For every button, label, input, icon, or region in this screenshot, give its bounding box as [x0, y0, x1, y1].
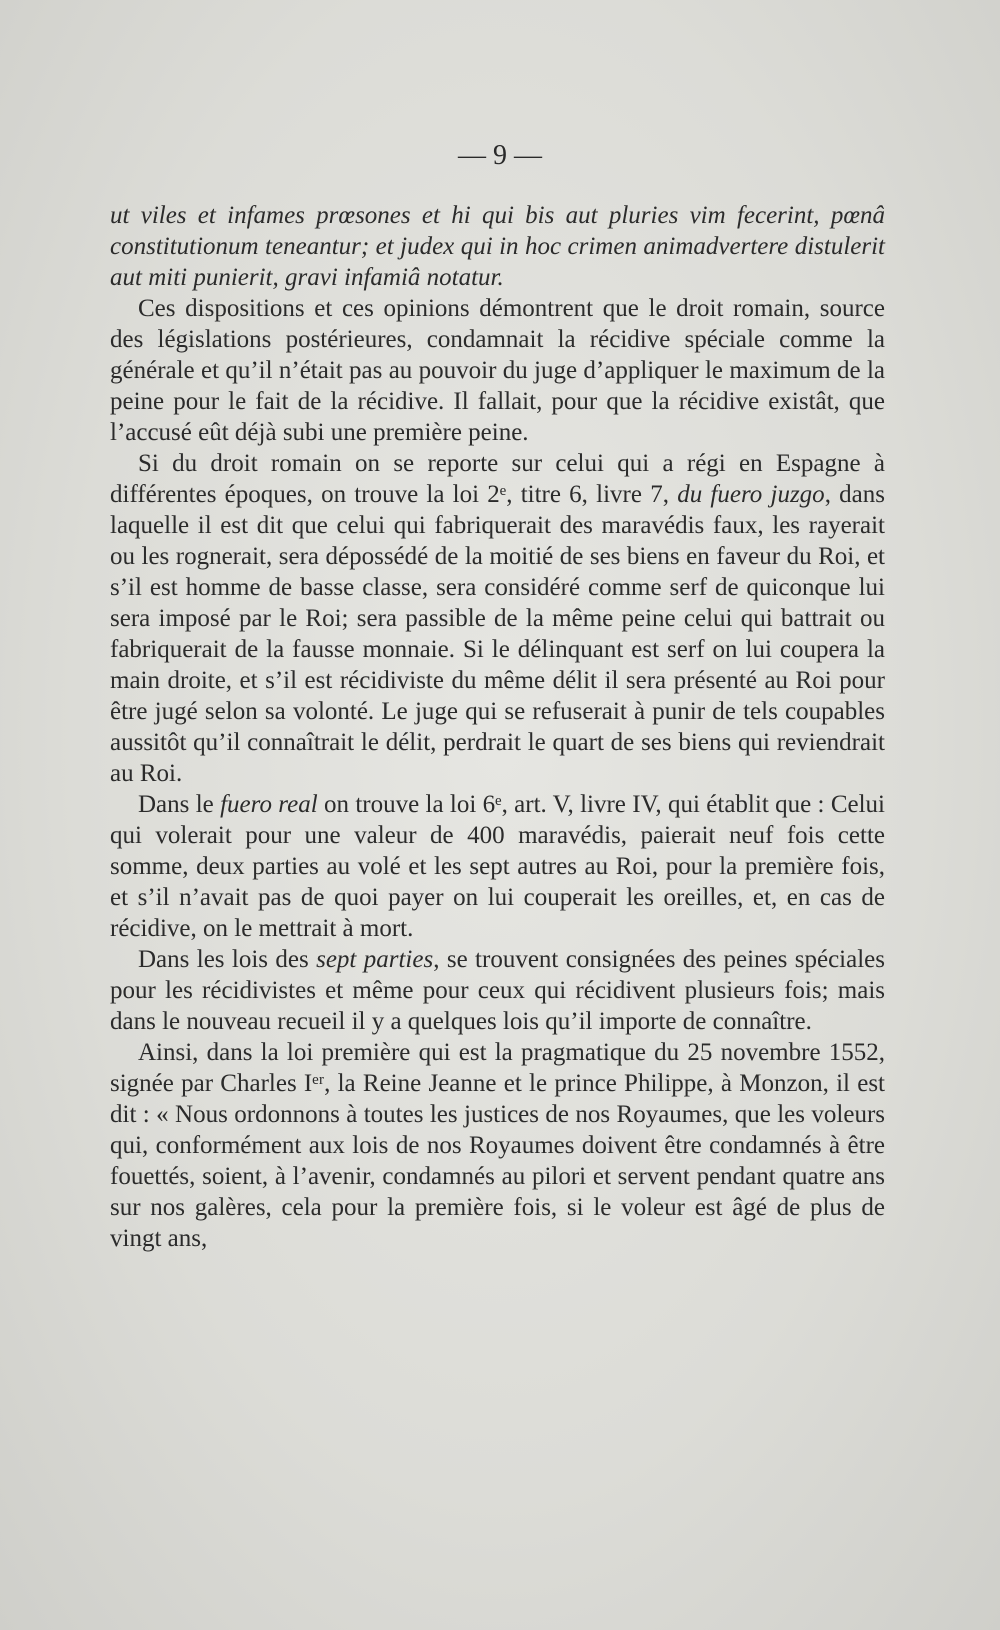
text-run: , dans laquelle il est dit que celui qui fabriquerait des maravédis faux, les rayerait ou les rognerait, sera dépossédé de la moitié de ses biens en faveur du Roi, et s’il est homme de basse classe, sera considéré comme serf de quiconque lui sera imposé par le Roi; sera passible de la même peine celui qui battrait ou fabriquerait de la fausse monnaie. Si le délinquant est serf on lui coupera la main droite, et s’il est récidiviste du même délit il sera présenté au Roi pour être jugé selon sa volonté. Le juge qui se refuserait à punir de tels coupables aussitôt qu’il connaîtrait le délit, perdrait le quart de ses biens qui reviendrait au Roi. [110, 481, 885, 787]
text-run-italic: du fuero juzgo [677, 481, 825, 508]
text-run: Dans le [138, 791, 221, 818]
paragraph [110, 200, 885, 293]
body-text [110, 200, 885, 1254]
text-run: on trouve la loi 6ᵉ, art. V, livre IV, qui établit que : Celui qui volerait pour une valeur de 400 maravédis, paierait neuf fois cette somme, deux parties au volé et les sept autres au Roi, pour la première fois, et s’il n’avait pas de quoi payer on lui couperait les oreilles, et, en cas de récidive, on le mettrait à mort. [110, 791, 885, 942]
text-run-italic: sept parties [316, 946, 434, 973]
paragraph [110, 1037, 885, 1254]
text-run: Dans les lois des [138, 946, 317, 973]
text-run: , se trouvent consignées des peines spéciales pour les récidivistes et même pour ceux qui récidivent plusieurs fois; mais dans le nouveau recueil il y a quelques lois qu’il importe de connaître. [110, 946, 885, 1035]
text-run-italic: fuero real [220, 791, 318, 818]
text-run: Ces dispositions et ces opinions démontrent que le droit romain, source des législations postérieures, condamnait la récidive spéciale comme la générale et qu’il n’était pas au pouvoir du juge d’appliquer le maximum de la peine pour le fait de la récidive. Il fallait, pour que la récidive existât, que l’accusé eût déjà subi une première peine. [110, 295, 885, 446]
paragraph [110, 293, 885, 448]
text-run: Si du droit romain on se reporte sur celui qui a régi en Espagne à différentes époques, on trouve la loi 2ᵉ, titre 6, livre 7, [110, 450, 885, 508]
text-run: Ainsi, dans la loi première qui est la pragmatique du 25 novembre 1552, signée par Charles Iᵉʳ, la Reine Jeanne et le prince Philippe, à Monzon, il est dit : « Nous ordonnons à toutes les justices de nos Royaumes, que les voleurs qui, conformément aux lois de nos Royaumes doivent être condamnés à être fouettés, soient, à l’avenir, condamnés au pilori et servent pendant quatre ans sur nos galères, cela pour la première fois, si le voleur est âgé de plus de vingt ans, [110, 1039, 885, 1252]
paragraph [110, 789, 885, 944]
paragraph [110, 944, 885, 1037]
text-run: ut viles et infames prœsones et hi qui bis aut pluries vim fecerint, pœnâ constitutionum teneantur; et judex qui in hoc crimen animadvertere distulerit aut miti punierit, gravi infamiâ notatur. [110, 202, 885, 291]
paragraph [110, 448, 885, 789]
page-number: — 9 — [458, 140, 542, 171]
